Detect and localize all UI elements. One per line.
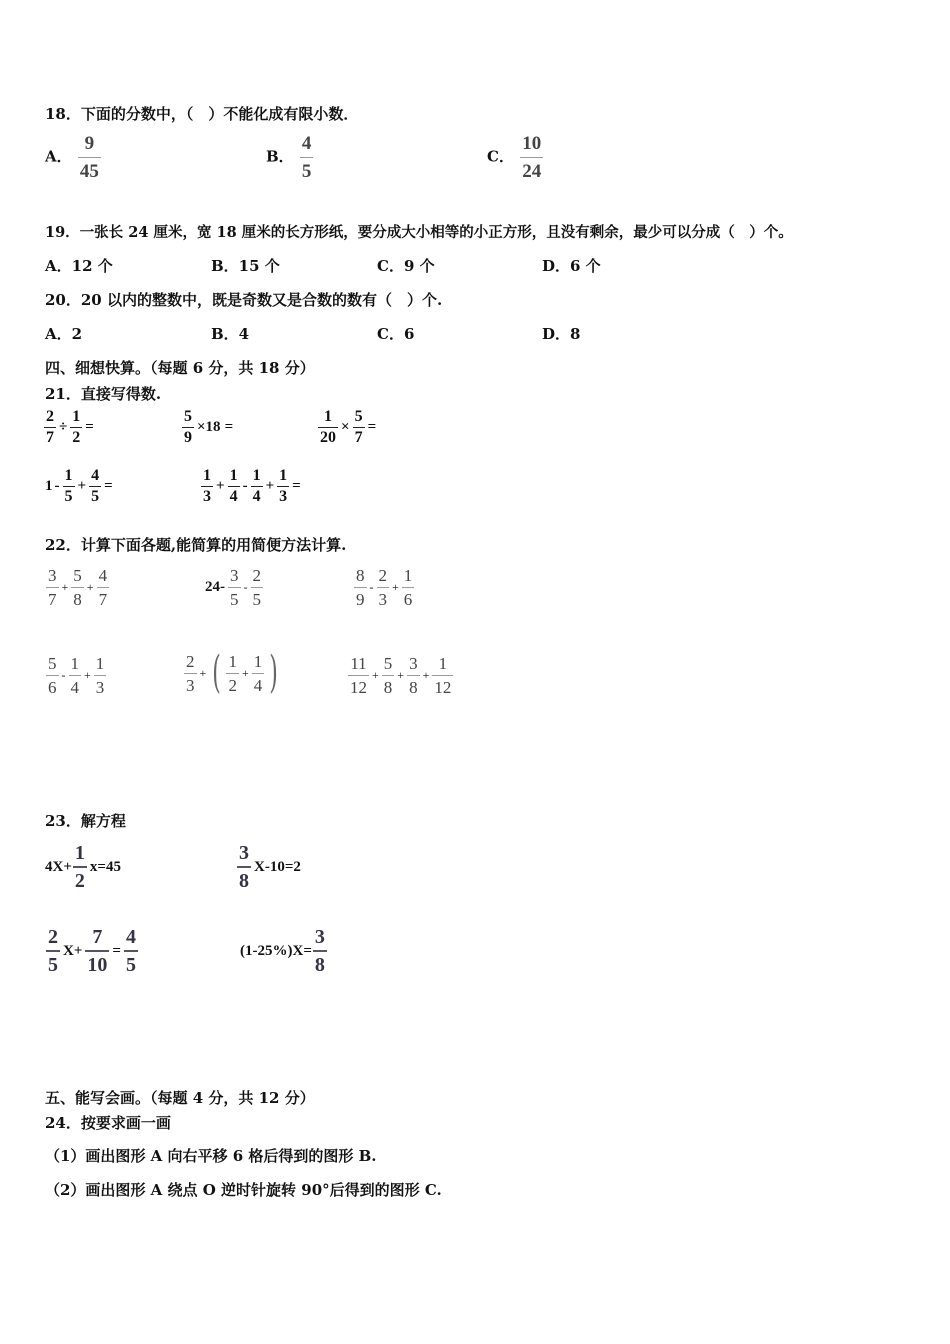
fraction: $\frac{5}{8}$ — [383, 654, 393, 697]
fraction: $\frac{7}{10}$ — [87, 926, 108, 976]
q21-stem: 21．直接写得数. — [45, 385, 162, 403]
q23-equation-1: 4X+ $\frac{1}{2}$ x=45 — [45, 842, 121, 892]
q21-expression-3: $\frac{1}{20}$ × $\frac{5}{7}$ = — [320, 408, 377, 446]
q20-stem: 20．20 以内的整数中，既是奇数又是合数的数有（ ）个. — [45, 291, 443, 309]
q23-equation-4: (1-25%)X= $\frac{3}{8}$ — [240, 926, 325, 976]
q23-equation-2: $\frac{3}{8}$ X-10=2 — [239, 842, 301, 892]
fraction: $\frac{1}{6}$ — [403, 566, 413, 609]
q23-equation-3: $\frac{2}{5}$ X+ $\frac{7}{10}$ = $\frac{4}{5}$ — [48, 926, 136, 976]
q20-option-b: B．4 — [211, 325, 250, 343]
q19-option-b: B．15 个 — [211, 257, 280, 275]
q24-item-1: （1）画出图形 A 向右平移 6 格后得到的图形 B. — [45, 1147, 377, 1165]
fraction: $\frac{3}{8}$ — [314, 926, 325, 976]
q20-option-d: D．8 — [542, 325, 581, 343]
fraction: $\frac{1}{3}$ — [203, 467, 211, 505]
q22-expression-4: $\frac{5}{6}$ - $\frac{1}{4}$ + $\frac{1}{3}$ — [48, 654, 105, 697]
fraction: $\frac{4}{5}$ — [91, 467, 100, 505]
q22-expression-2: 24- $\frac{3}{5}$ - $\frac{2}{5}$ — [205, 566, 261, 609]
fraction: $\frac{10}{24}$ — [522, 133, 542, 182]
section-5-title: 五、能写会画。（每题 4 分，共 12 分） — [45, 1089, 315, 1107]
fraction: $\frac{3}{5}$ — [230, 566, 239, 609]
fraction: $\frac{2}{5}$ — [252, 566, 261, 609]
q22-expression-5: $\frac{2}{3}$ + ( $\frac{1}{2}$ + $\frac{1}{4}$ ) — [186, 647, 279, 698]
q22-expression-3: $\frac{8}{9}$ - $\frac{2}{3}$ + $\frac{1}{6}$ — [356, 566, 413, 609]
fraction: $\frac{4}{5}$ — [125, 926, 136, 976]
fraction: $\frac{3}{8}$ — [239, 842, 249, 892]
fraction: $\frac{1}{4}$ — [253, 651, 263, 695]
q23-stem: 23．解方程 — [45, 812, 126, 830]
fraction: $\frac{3}{8}$ — [409, 654, 418, 697]
fraction: $\frac{1}{2}$ — [74, 842, 85, 892]
q22-expression-6: $\frac{11}{12}$ + $\frac{5}{8}$ + $\frac{3}{8}$ + $\frac{1}{12}$ — [350, 654, 452, 697]
q18-option-a — [45, 134, 102, 181]
fraction: $\frac{5}{6}$ — [48, 654, 57, 697]
q19-stem: 19．一张长 24 厘米，宽 18 厘米的长方形纸，要分成大小相等的小正方形，且没有剩余，最少可以分成（ ）个。 — [45, 224, 793, 241]
fraction: $\frac{2}{3}$ — [378, 566, 387, 609]
fraction: $\frac{1}{5}$ — [64, 467, 73, 505]
fraction: $\frac{5}{8}$ — [73, 566, 82, 609]
section-4-title: 四、细想快算。（每题 6 分，共 18 分） — [45, 359, 315, 377]
q22-stem: 22．计算下面各题,能简算的用简便方法计算. — [45, 536, 347, 554]
q19-option-c: C．9 个 — [377, 257, 435, 275]
fraction: $\frac{1}{20}$ — [320, 408, 336, 446]
q18-option-b — [266, 134, 314, 181]
q21-expression-1: $\frac{2}{7}$ ÷ $\frac{1}{2}$ = — [46, 408, 94, 446]
fraction: $\frac{1}{4}$ — [252, 467, 261, 505]
q24-item-2: （2）画出图形 A 绕点 O 逆时针旋转 90°后得到的图形 C. — [45, 1181, 442, 1199]
fraction: $\frac{11}{12}$ — [350, 654, 367, 697]
q18-option-c — [487, 134, 544, 181]
fraction: $\frac{4}{5}$ — [301, 133, 312, 182]
option-label: C． — [487, 147, 514, 166]
q20-option-a: A．2 — [45, 325, 83, 343]
fraction: $\frac{2}{3}$ — [186, 651, 195, 695]
q21-expression-4: 1 - $\frac{1}{5}$ + $\frac{4}{5}$ = — [45, 467, 113, 505]
option-label: A． — [45, 147, 72, 166]
q21-expression-2: $\frac{5}{9}$ ×18 = — [184, 408, 234, 446]
q19-option-a: A．12 个 — [45, 257, 113, 275]
fraction: $\frac{5}{9}$ — [184, 408, 192, 446]
fraction: $\frac{1}{4}$ — [229, 467, 238, 505]
q22-expression-1: $\frac{3}{7}$ + $\frac{5}{8}$ + $\frac{4}{7}$ — [48, 566, 108, 609]
fraction: $\frac{2}{7}$ — [46, 408, 54, 446]
fraction: $\frac{5}{7}$ — [354, 408, 363, 446]
fraction: $\frac{8}{9}$ — [356, 566, 365, 609]
fraction: $\frac{2}{5}$ — [48, 926, 58, 976]
fraction: $\frac{1}{2}$ — [228, 651, 237, 695]
q21-expression-5: $\frac{1}{3}$ + $\frac{1}{4}$ - $\frac{1}{4}$ + $\frac{1}{3}$ = — [203, 467, 301, 505]
q18-stem: 18．下面的分数中，（ ）不能化成有限小数． — [45, 105, 359, 123]
fraction: $\frac{1}{2}$ — [72, 408, 81, 446]
q24-stem: 24．按要求画一画 — [45, 1114, 171, 1132]
fraction: $\frac{9}{45}$ — [79, 133, 99, 182]
fraction: $\frac{4}{7}$ — [98, 566, 108, 609]
q20-option-c: C．6 — [377, 325, 415, 343]
q19-option-d: D．6 个 — [542, 257, 601, 275]
fraction: $\frac{1}{3}$ — [279, 467, 288, 505]
option-label: B． — [266, 147, 294, 166]
fraction: $\frac{1}{12}$ — [434, 654, 452, 697]
fraction: $\frac{1}{3}$ — [95, 654, 105, 697]
fraction: $\frac{1}{4}$ — [70, 654, 79, 697]
fraction: $\frac{3}{7}$ — [48, 566, 57, 609]
